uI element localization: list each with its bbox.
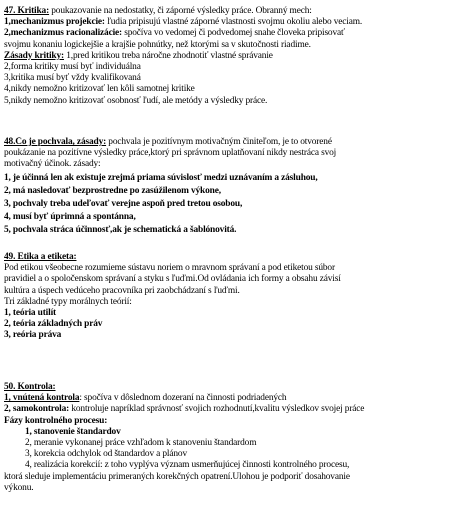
theory-3: 3, reória práva [4, 330, 62, 341]
section-48-heading [4, 137, 466, 148]
control-phase-1: 1, stanovenie štandardov [25, 426, 121, 437]
rationalization-text: spočíva vo vedomej či podvedomej snahe človeka pripisovať [122, 28, 345, 39]
section-49-line-1: Pod etikou všeobecne rozumieme sústavu noriem o mravnom správaní a pod etiketou súbor [4, 263, 335, 274]
control-phase-4-cont-2: výkonu. [4, 482, 34, 493]
criticism-rule-2: 2,forma kritiky musí byť individuálna [4, 62, 141, 73]
praise-rule-4: 4, musí byť úprimná a spontánna, [4, 212, 136, 223]
internal-control-term: 1, vnútená kontrola [4, 393, 80, 404]
section-50-title: 50. Kontrola: [4, 382, 56, 392]
section-47 [4, 6, 466, 107]
criticism-rule-3: 3,kritika musí byť vždy kvalifikovaná [4, 73, 141, 84]
control-phase-4: 4, realizácia korekcií: z toho vyplýva význam usmerňujúcej činnosti kontrolného procesu, [25, 460, 350, 471]
control-phase-4-cont-1: ktorá sleduje implementáciu primeraných korekčných opatrení.Ulohou je podporiť dosahovanie [4, 471, 350, 482]
section-50 [4, 382, 466, 494]
section-48-line-2: poukázanie na pozitívne výsledky práce,ktorý pri správnom uplatňovaní nikdy nestráca svoj [4, 148, 337, 159]
section-47-title: 47. Kritika: [4, 6, 50, 16]
section-47-line-3: svojmu konaniu logickejšie a krajšie pohnútky, než ktorými sa v skutočnosti riadime. [4, 39, 311, 50]
self-control-term: 2, samokontrola: [4, 404, 70, 415]
section-49 [4, 252, 466, 342]
criticism-rules-title: Zásady kritiky: [4, 50, 65, 61]
praise-rule-1: 1, je účinná len ak existuje zrejmá priama súvislosť medzi uznávaním a zásluhou, [4, 172, 318, 183]
section-47-line-2 [4, 28, 466, 39]
section-49-title: 49. Etika a etiketa: [4, 252, 77, 262]
section-50-line-1 [4, 393, 466, 404]
control-phase-2: 2, meranie vykonanej práce vzhľadom k stanoveniu štandardom [25, 438, 257, 449]
section-48-heading-text: pochvala je pozitívnym motivačným činiteľom, je to otvorené [106, 137, 332, 147]
praise-rule-3: 3, pochvaly treba udeľovať verejne aspoň pred tretou osobou, [4, 199, 243, 210]
theory-1: 1, teória utilít [4, 308, 57, 319]
self-control-text: kontroluje napríklad správnosť svojich rozhodnutí,kvalitu výsledkov svojej práce [69, 404, 365, 415]
criticism-rule-1: 1,pred kritikou treba náročne zhodnotiť vlastné správanie [64, 50, 273, 61]
projection-term: 1,mechanizmus projekcie: [4, 17, 105, 28]
criticism-rule-5: 5,nikdy nemožno kritizovať osobnosť ľudí, ale metódy a výsledky práce. [4, 95, 268, 106]
section-48-title: 48.Čo je pochvala, zásady: [4, 137, 107, 147]
rationalization-term: 2,mechanizmus racionalizácie: [4, 28, 123, 39]
theory-2: 2, teória základných práv [4, 319, 103, 330]
control-phase-3: 3, korekcia odchylok od štandardov a plánov [25, 449, 187, 460]
internal-control-text: : spočíva v dôslednom dozeraní na činnosti podriadených [79, 393, 287, 404]
control-phases-heading: Fázy kontrolného procesu: [4, 415, 108, 426]
section-47-heading-text: poukazovanie na nedostatky, či záporné výsledky práce. Obranný mech: [49, 6, 312, 16]
praise-rule-5: 5, pochvala stráca účinnosť,ak je schematická a šablónovitá. [4, 225, 237, 236]
section-49-line-4: Tri základné typy morálnych teórií: [4, 296, 132, 307]
section-48 [4, 137, 466, 237]
section-47-heading [4, 6, 466, 17]
section-48-line-3: motivačný účinok. zásady: [4, 159, 101, 170]
praise-rule-2: 2, má nasledovať bezprostredne po zasúžilenom výkone, [4, 185, 221, 196]
criticism-rules-heading [4, 51, 466, 62]
criticism-rule-4: 4,nikdy nemožno kritizovať len kôli samotnej kritike [4, 84, 195, 95]
section-49-line-3: kultúra a úspech vedúceho pracovníka pri zaobchádzaní s ľuďmi. [4, 285, 240, 296]
section-50-line-2 [4, 404, 466, 415]
section-49-line-2: pravidiel a o spoločenskom správaní a styku s ľuďmi.Od ovládania ich formy a obsahu závisí [4, 274, 341, 285]
section-47-line-1 [4, 17, 466, 28]
projection-text: ľudia pripisujú vlastné záporné vlastnosti svojmu okoliu alebo veciam. [104, 17, 363, 28]
